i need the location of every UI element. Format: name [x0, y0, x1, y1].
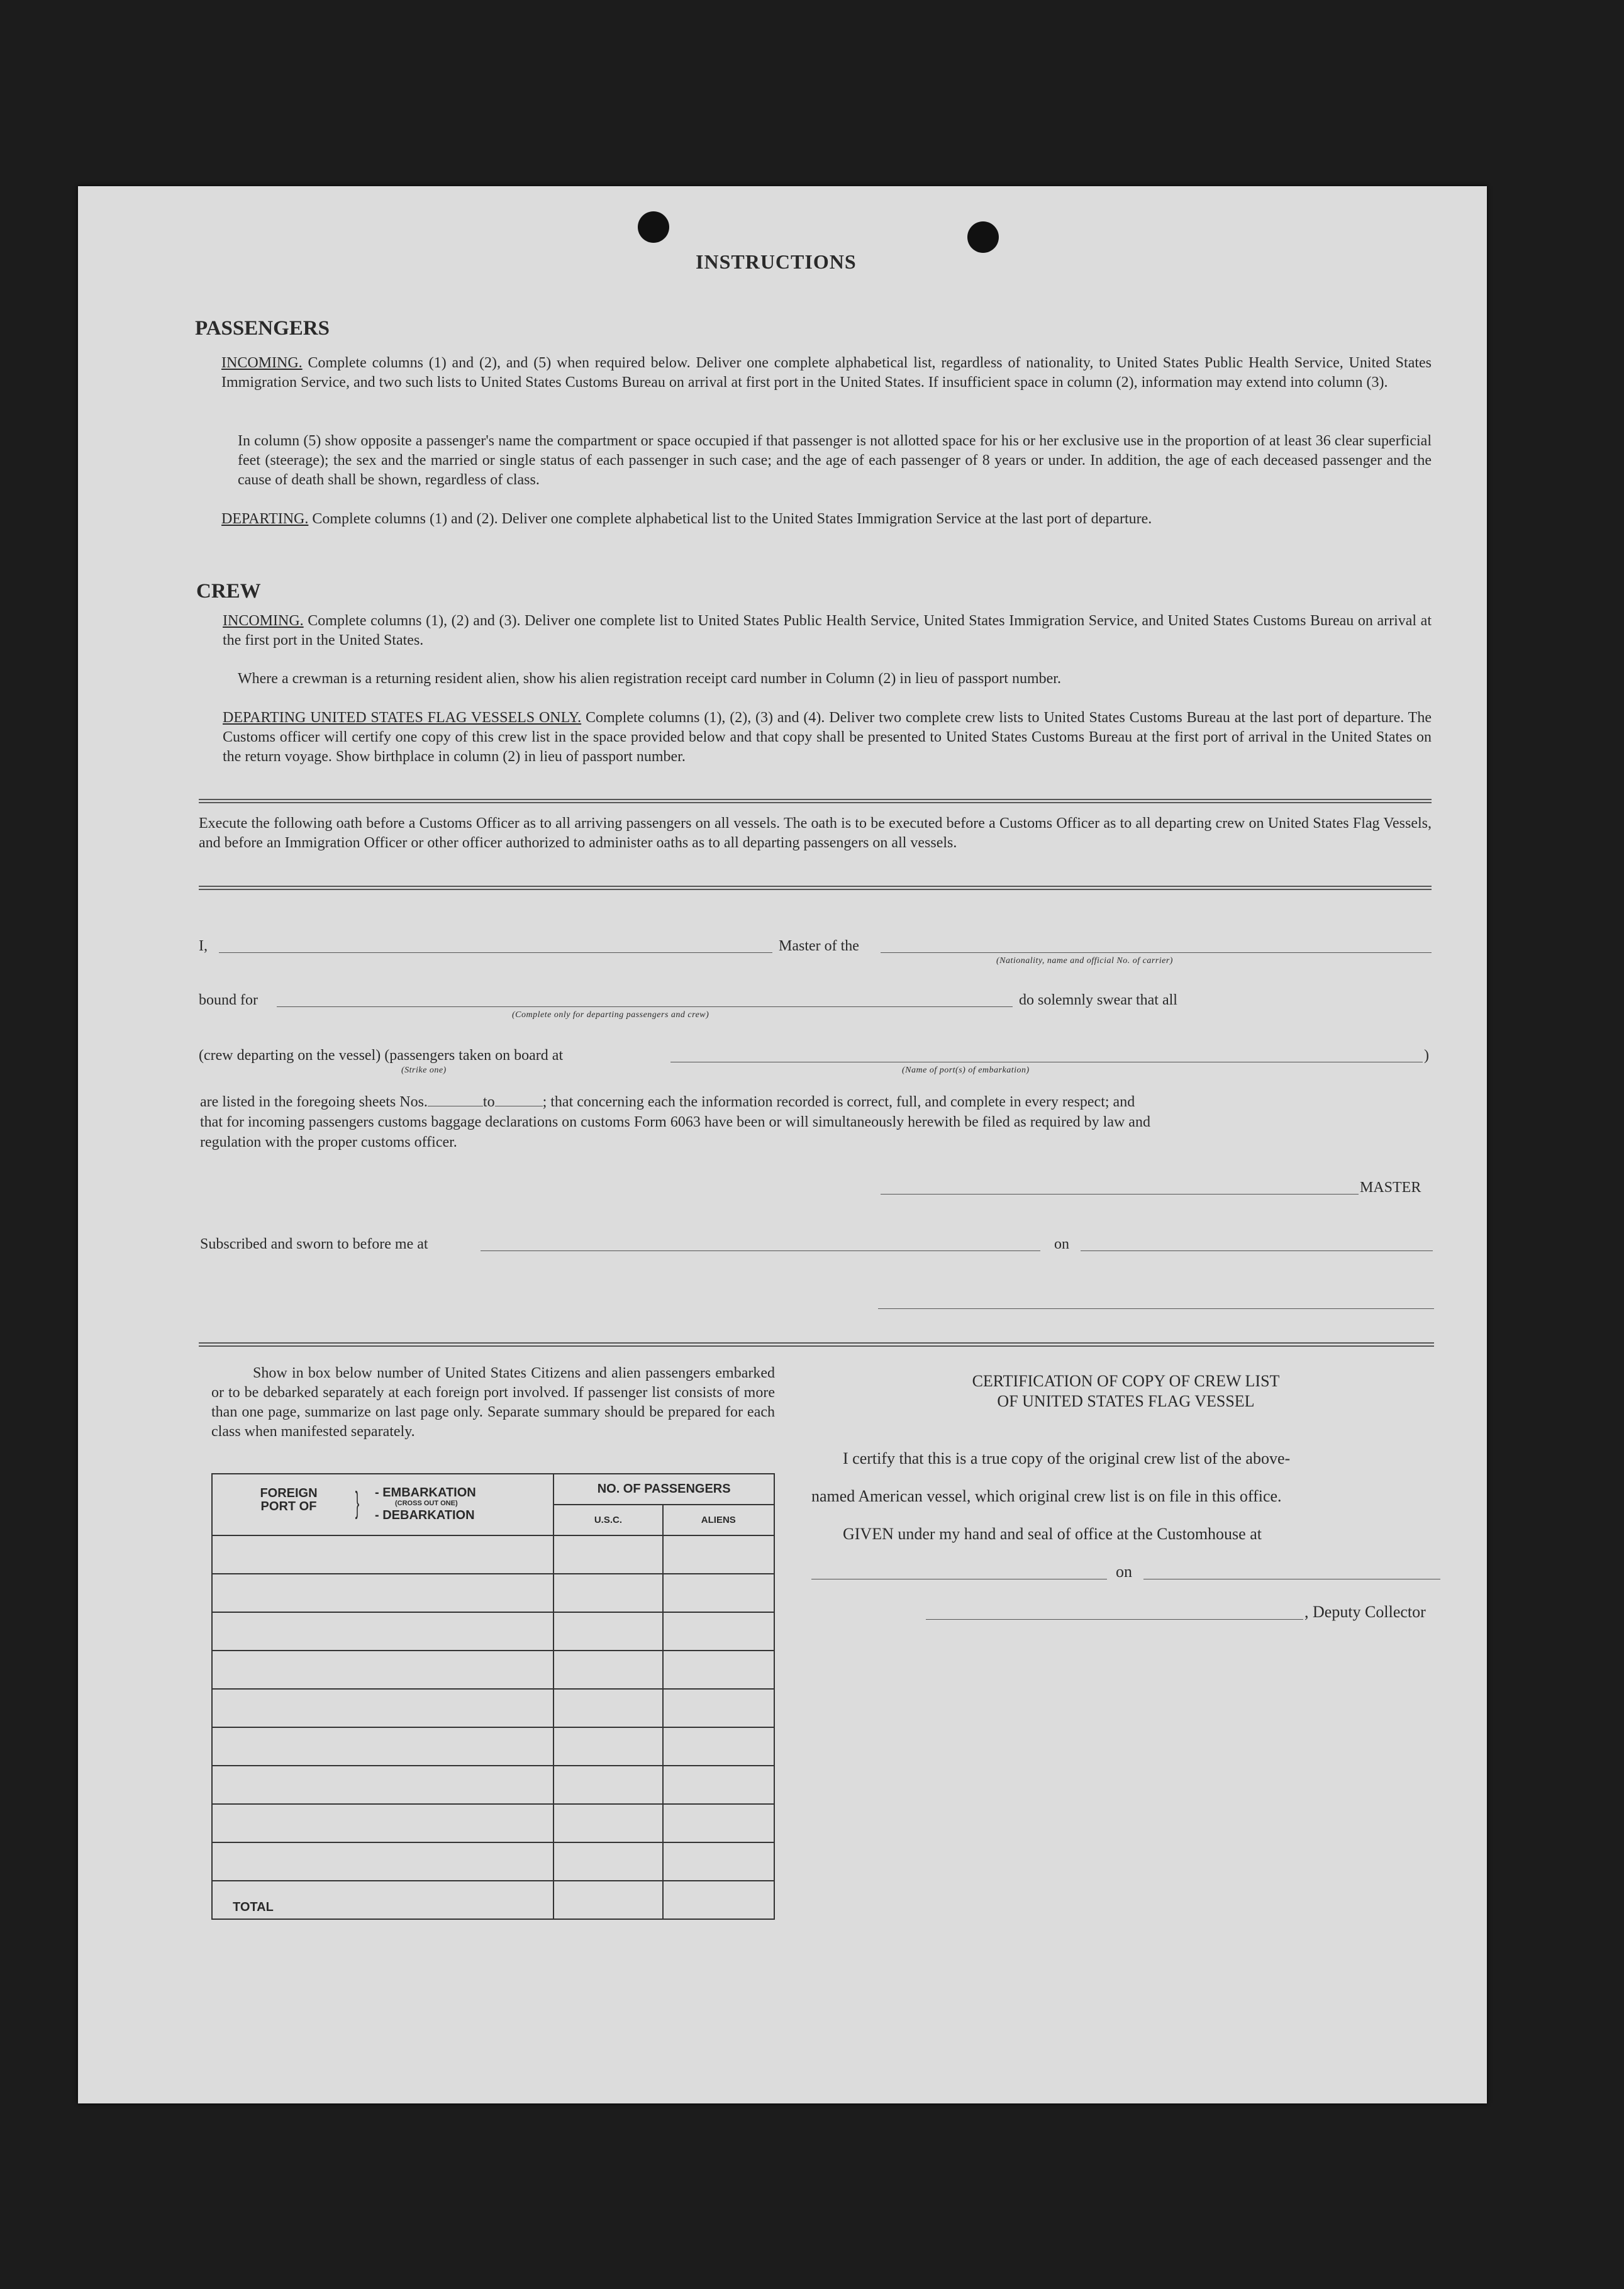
aliens-cell[interactable] — [663, 1535, 774, 1574]
incoming-label: INCOMING. — [221, 355, 303, 371]
aliens-cell[interactable] — [663, 1651, 774, 1689]
crew-departing-label: DEPARTING UNITED STATES FLAG VESSELS ONLY. — [223, 710, 582, 726]
table-row — [212, 1842, 774, 1881]
aliens-cell[interactable] — [663, 1689, 774, 1727]
subscribed-label: Subscribed and sworn to before me at — [200, 1236, 428, 1252]
table-row — [212, 1651, 774, 1689]
passengers-departing — [221, 510, 1432, 529]
passenger-summary-table — [211, 1473, 775, 1920]
aliens-cell[interactable] — [663, 1804, 774, 1842]
usc-total-cell[interactable] — [553, 1881, 662, 1919]
to-label: to — [482, 1094, 495, 1110]
punch-hole — [638, 211, 669, 243]
vessel-line[interactable] — [881, 952, 1432, 953]
departing-label: DEPARTING. — [221, 511, 309, 527]
master-signature-line[interactable] — [881, 1194, 1359, 1195]
crew-incoming-label: INCOMING. — [223, 613, 304, 629]
ports-caption: (Name of port(s) of embarkation) — [902, 1066, 1030, 1075]
usc-cell[interactable] — [553, 1651, 662, 1689]
crew-departing-text: (crew departing on the vessel) (passengers taken on board at — [199, 1047, 564, 1064]
complete-caption: (Complete only for departing passengers and crew) — [512, 1010, 709, 1020]
deputy-collector-label: , Deputy Collector — [1304, 1603, 1426, 1621]
port-cell[interactable] — [212, 1612, 553, 1651]
table-row — [212, 1689, 774, 1727]
nationality-caption: (Nationality, name and official No. of carrier) — [996, 956, 1173, 966]
close-paren: ) — [1424, 1047, 1429, 1064]
master-name-line[interactable] — [219, 952, 772, 953]
subscribed-date-line[interactable] — [1081, 1250, 1433, 1251]
incoming-text: Complete columns (1) and (2), and (5) when required below. Deliver one complete alphabetical list, regardless of nationality, to United States Public Health Service, United States Immigration Service, and two such lists to United States Customs Bureau on arrival at first port in the United States. If insufficient space in column (2), information may extend into column (3). — [221, 355, 1432, 391]
aliens-header: ALIENS — [663, 1505, 774, 1535]
usc-cell[interactable] — [553, 1804, 662, 1842]
deputy-signature-line[interactable] — [926, 1619, 1303, 1620]
punch-hole — [967, 221, 999, 253]
divider — [199, 799, 1432, 803]
master-of-label: Master of the — [779, 938, 859, 954]
oath-i: I, — [199, 938, 208, 954]
officer-signature-line[interactable] — [878, 1308, 1434, 1309]
port-cell[interactable] — [212, 1766, 553, 1804]
no-passengers-header: NO. OF PASSENGERS — [553, 1474, 774, 1505]
port-cell[interactable] — [212, 1651, 553, 1689]
swear-text: do solemnly swear that all — [1019, 992, 1177, 1008]
aliens-cell[interactable] — [663, 1766, 774, 1804]
brace: } — [355, 1486, 360, 1520]
aliens-cell[interactable] — [663, 1727, 774, 1766]
cert-title-2: OF UNITED STATES FLAG VESSEL — [997, 1392, 1255, 1410]
port-cell[interactable] — [212, 1727, 553, 1766]
oath-instructions: Execute the following oath before a Customs Officer as to all arriving passengers on all vessels. The oath is to be executed before a Customs Officer as to all departing crew on United States Flag Vessels, and before an Immigration Officer or other officer authorized to administer oaths as to all departing passengers on all vessels. — [199, 815, 1432, 851]
cert-line-2: named American vessel, which original crew list is on file in this office. — [811, 1487, 1282, 1505]
debarkation-label: - DEBARKATION — [375, 1508, 475, 1522]
foreign-port-label: FOREIGN PORT OF — [260, 1486, 318, 1513]
port-cell[interactable] — [212, 1842, 553, 1881]
departing-text: Complete columns (1) and (2). Deliver one complete alphabetical list to the United States Immigration Service at the last port of departure. — [312, 511, 1152, 527]
divider — [199, 886, 1432, 890]
usc-cell[interactable] — [553, 1574, 662, 1612]
table-row — [212, 1766, 774, 1804]
listed-1: are listed in the foregoing sheets Nos. — [200, 1094, 428, 1110]
usc-cell[interactable] — [553, 1535, 662, 1574]
usc-cell[interactable] — [553, 1727, 662, 1766]
bound-for-line[interactable] — [277, 1006, 1013, 1007]
embarkation-label: - EMBARKATION — [375, 1486, 476, 1500]
port-header-cell — [212, 1474, 553, 1535]
passengers-heading: PASSENGERS — [195, 317, 330, 340]
table-row — [212, 1535, 774, 1574]
cert-line-1: I certify that this is a true copy of the original crew list of the above- — [843, 1449, 1291, 1468]
crew-departing — [223, 708, 1432, 767]
crew-incoming — [223, 611, 1432, 650]
divider — [199, 1342, 1434, 1347]
table-row — [212, 1612, 774, 1651]
port-cell[interactable] — [212, 1535, 553, 1574]
listed-2: ; that concerning each the information recorded is correct, full, and complete in every respect; and — [542, 1094, 1135, 1110]
port-cell[interactable] — [212, 1689, 553, 1727]
cert-line-3: GIVEN under my hand and seal of office at the Customhouse at — [843, 1525, 1262, 1543]
master-label: MASTER — [1360, 1179, 1421, 1196]
port-cell[interactable] — [212, 1574, 553, 1612]
usc-header: U.S.C. — [553, 1505, 662, 1535]
cert-title-1: CERTIFICATION OF COPY OF CREW LIST — [972, 1372, 1280, 1390]
page-title: INSTRUCTIONS — [696, 250, 857, 273]
aliens-cell[interactable] — [663, 1842, 774, 1881]
usc-cell[interactable] — [553, 1612, 662, 1651]
on-label: on — [1054, 1236, 1069, 1252]
listed-text — [200, 1092, 1433, 1152]
usc-cell[interactable] — [553, 1689, 662, 1727]
crew-departing-text: Complete columns (1), (2), (3) and (4). Deliver two complete crew lists to United States Customs Bureau at the last port of departure. The Customs officer will certify one copy of this crew list in the space provided below and that copy shall be presented to United States Customs Bureau at the first port of arrival in the United States on the return voyage. Show birthplace in column (2) in lieu of passport number. — [223, 710, 1432, 765]
cert-on-label: on — [1116, 1562, 1132, 1581]
certification-title — [811, 1371, 1440, 1412]
passengers-column5: In column (5) show opposite a passenger's name the compartment or space occupied if that passenger is not allotted space for his or her exclusive use in the proportion of at least 36 clear superficial feet (steerage); the sex and the married or single status of each passenger in such case; and the age of each passenger of 8 years or under. In addition, the age of each deceased passenger and the cause of death shall be shown, regardless of class. — [238, 433, 1432, 488]
cross-out-label: (CROSS OUT ONE) — [395, 1500, 458, 1507]
port-cell[interactable] — [212, 1804, 553, 1842]
listed-3: that for incoming passengers customs baggage declarations on customs Form 6063 have been or will simultaneously herewith be filed as required by law and — [200, 1114, 1150, 1130]
passengers-incoming — [221, 354, 1432, 393]
crew-incoming-text: Complete columns (1), (2) and (3). Deliver one complete list to United States Public Health Service, United States Immigration Service, and United States Customs Bureau on arrival at the first port in the United States. — [223, 613, 1432, 649]
subscribed-place-line[interactable] — [481, 1250, 1040, 1251]
table-row — [212, 1804, 774, 1842]
aliens-total-cell[interactable] — [663, 1881, 774, 1919]
crew-resident: Where a crewman is a returning resident alien, show his alien registration receipt card number in Column (2) in lieu of passport number. — [238, 671, 1061, 687]
aliens-cell[interactable] — [663, 1574, 774, 1612]
aliens-cell[interactable] — [663, 1612, 774, 1651]
total-label: TOTAL — [212, 1881, 553, 1919]
crew-heading: CREW — [196, 580, 261, 603]
total-row — [212, 1881, 774, 1919]
summary-text: Show in box below number of United States Citizens and alien passengers embarked or to be debarked separately at each foreign port involved. If passenger list consists of more than one page, summarize on last page only. Separate summary should be prepared for each class when manifested separately. — [211, 1365, 775, 1440]
usc-cell[interactable] — [553, 1842, 662, 1881]
strike-caption: (Strike one) — [401, 1066, 447, 1075]
table-row — [212, 1727, 774, 1766]
listed-4: regulation with the proper customs officer. — [200, 1134, 457, 1150]
table-row — [212, 1574, 774, 1612]
usc-cell[interactable] — [553, 1766, 662, 1804]
document-page — [78, 186, 1487, 2103]
bound-for-label: bound for — [199, 992, 258, 1008]
